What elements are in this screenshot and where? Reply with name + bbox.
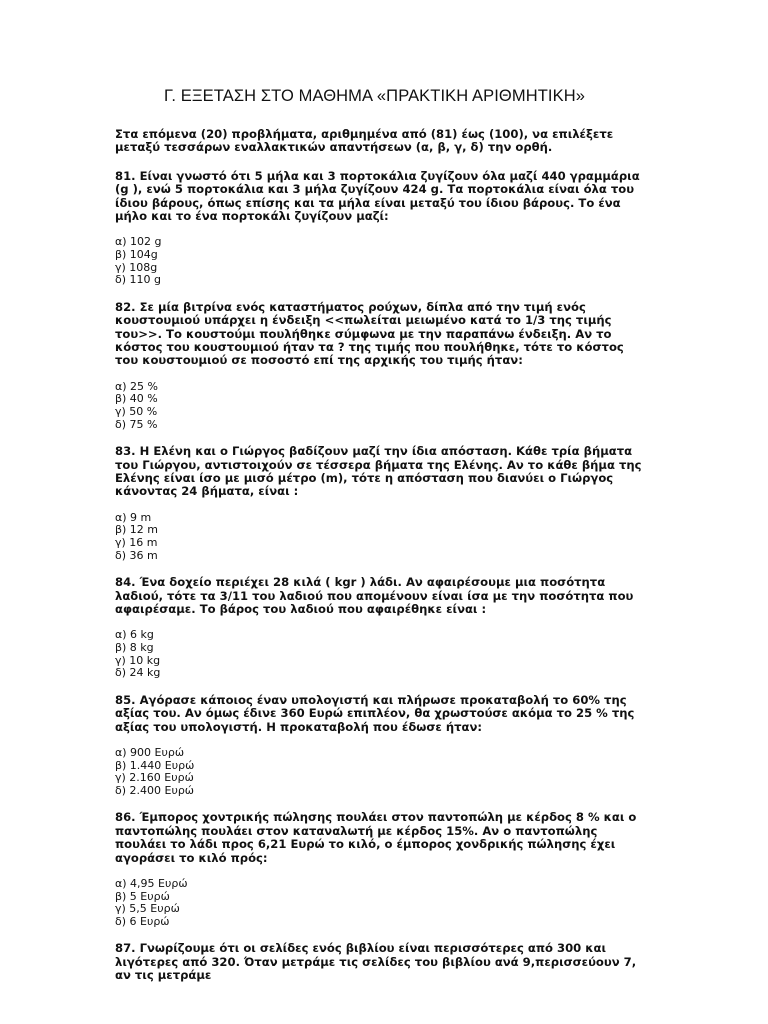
question-block (115, 811, 645, 928)
answer-option: β) 8 kg (115, 641, 154, 655)
answer-option: δ) 6 Ευρώ (115, 914, 170, 928)
answer-option: α) 900 Ευρώ (115, 746, 185, 760)
answer-options (115, 381, 645, 431)
question-block (115, 301, 645, 431)
answer-option: α) 102 g (115, 235, 162, 249)
question-text: 82. Σε μία βιτρίνα ενός καταστήματος ρούχων, δίπλα από την τιμή ενός κουστουμιού υπάρχει η ένδειξη <<πωλείται μειωμένο κατά το 1/3 της τιμής του>>. Το κουστούμι πουλήθηκε σύμφωνα με την παραπάνω ένδειξη. Αν το κόστος του κουστουμιού ήταν τα ? της τιμής που πουλήθηκε, τότε το κόστος του κουστουμιού σε ποσοστό επί της αρχικής του τιμής ήταν: (115, 299, 624, 368)
answer-option: γ) 50 % (115, 405, 158, 419)
answer-options (115, 878, 645, 928)
answer-option: β) 5 Ευρώ (115, 889, 170, 903)
question-block (115, 694, 645, 798)
answer-option: α) 25 % (115, 379, 158, 393)
answer-option: γ) 2.160 Ευρώ (115, 771, 194, 785)
question-block (115, 170, 645, 287)
question-text: 83. Η Ελένη και ο Γιώργος βαδίζουν μαζί την ίδια απόσταση. Κάθε τρία βήματα του Γιώργου, αντιστοιχούν σε τέσσερα βήματα της Ελένης. Αν το κάθε βήμα της Ελένης είναι ίσο με μισό μέτρο (m), τότε η απόσταση που διανύει ο Γιώργος κάνοντας 24 βήματα, είναι : (115, 444, 642, 499)
instructions-paragraph: Στα επόμενα (20) προβλήματα, αριθμημένα από (81) έως (100), να επιλέξετε μεταξύ τεσσάρων εναλλακτικών απαντήσεων (α, β, γ, δ) την ορθή. (115, 127, 614, 155)
answer-option: β) 1.440 Ευρώ (115, 758, 195, 772)
answer-option: β) 104g (115, 248, 158, 262)
answer-option: δ) 24 kg (115, 666, 161, 680)
exam-page (115, 87, 645, 997)
answer-option: δ) 36 m (115, 548, 158, 562)
answer-option: δ) 75 % (115, 417, 158, 431)
question-text: 86. Έμπορος χοντρικής πώλησης πουλάει στον παντοπώλη με κέρδος 8 % και ο παντοπώλης πουλάει στον καταναλωτή με κέρδος 15%. Αν ο παντοπώλης πουλάει το λάδι προς 6,21 Ευρώ το κιλό, ο έμπορος χονδρικής πώλησης έχει αγοράσει το κιλό πρός: (115, 810, 637, 865)
answer-option: β) 12 m (115, 523, 159, 537)
answer-options (115, 236, 645, 286)
answer-option: γ) 108g (115, 260, 158, 274)
answer-options (115, 747, 645, 797)
question-text: 87. Γνωρίζουμε ότι οι σελίδες ενός βιβλίου είναι περισσότερες από 300 και λιγότερες από 320. Όταν μετράμε τις σελίδες του βιβλίου ανά 9,περισσεύουν 7, αν τις μετράμε (115, 941, 637, 983)
answer-option: γ) 16 m (115, 536, 158, 550)
question-block (115, 576, 645, 680)
question-text: 85. Αγόρασε κάποιος έναν υπολογιστή και πλήρωσε προκαταβολή το 60% της αξίας του. Αν όμως έδινε 360 Ευρώ επιπλέον, θα χρωστούσε ακόμα το 25 % της αξίας του υπολογιστή. Η προκαταβολή που έδωσε ήταν: (115, 692, 635, 734)
answer-option: α) 6 kg (115, 628, 154, 642)
question-text: 81. Είναι γνωστό ότι 5 μήλα και 3 πορτοκάλια ζυγίζουν όλα μαζί 440 γραμμάρια (g ), ενώ 5 πορτοκάλια και 3 μήλα ζυγίζουν 424 g. Τα πορτοκάλια είναι όλα του ίδιου βάρους, όπως επίσης και τα μήλα είναι μεταξύ του ίδιου βάρους. Το ένα μήλο και το ένα πορτοκάλι ζυγίζουν μαζί: (115, 168, 640, 224)
answer-option: γ) 10 kg (115, 653, 161, 667)
question-list (115, 170, 645, 983)
question-text: 84. Ένα δοχείο περιέχει 28 κιλά ( kgr ) λάδι. Αν αφαιρέσουμε μια ποσότητα λαδιού, τότε τα 3/11 του λαδιού που απομένουν είναι ίσα με την ποσότητα που αφαιρέσαμε. Το βάρος του λαδιού που αφαιρέθηκε είναι : (115, 575, 634, 617)
answer-option: α) 9 m (115, 510, 152, 524)
page-title: Γ. ΕΞΕΤΑΣΗ ΣΤΟ ΜΑΘΗΜΑ «ΠΡΑΚΤΙΚΗ ΑΡΙΘΜΗΤΙΚΗ» (163, 87, 585, 105)
question-block (115, 445, 645, 562)
question-block (115, 942, 645, 982)
answer-option: δ) 2.400 Ευρώ (115, 783, 195, 797)
answer-options (115, 629, 645, 679)
answer-options (115, 512, 645, 562)
answer-option: α) 4,95 Ευρώ (115, 877, 188, 891)
answer-option: γ) 5,5 Ευρώ (115, 902, 180, 916)
answer-option: δ) 110 g (115, 273, 161, 287)
answer-option: β) 40 % (115, 392, 158, 406)
